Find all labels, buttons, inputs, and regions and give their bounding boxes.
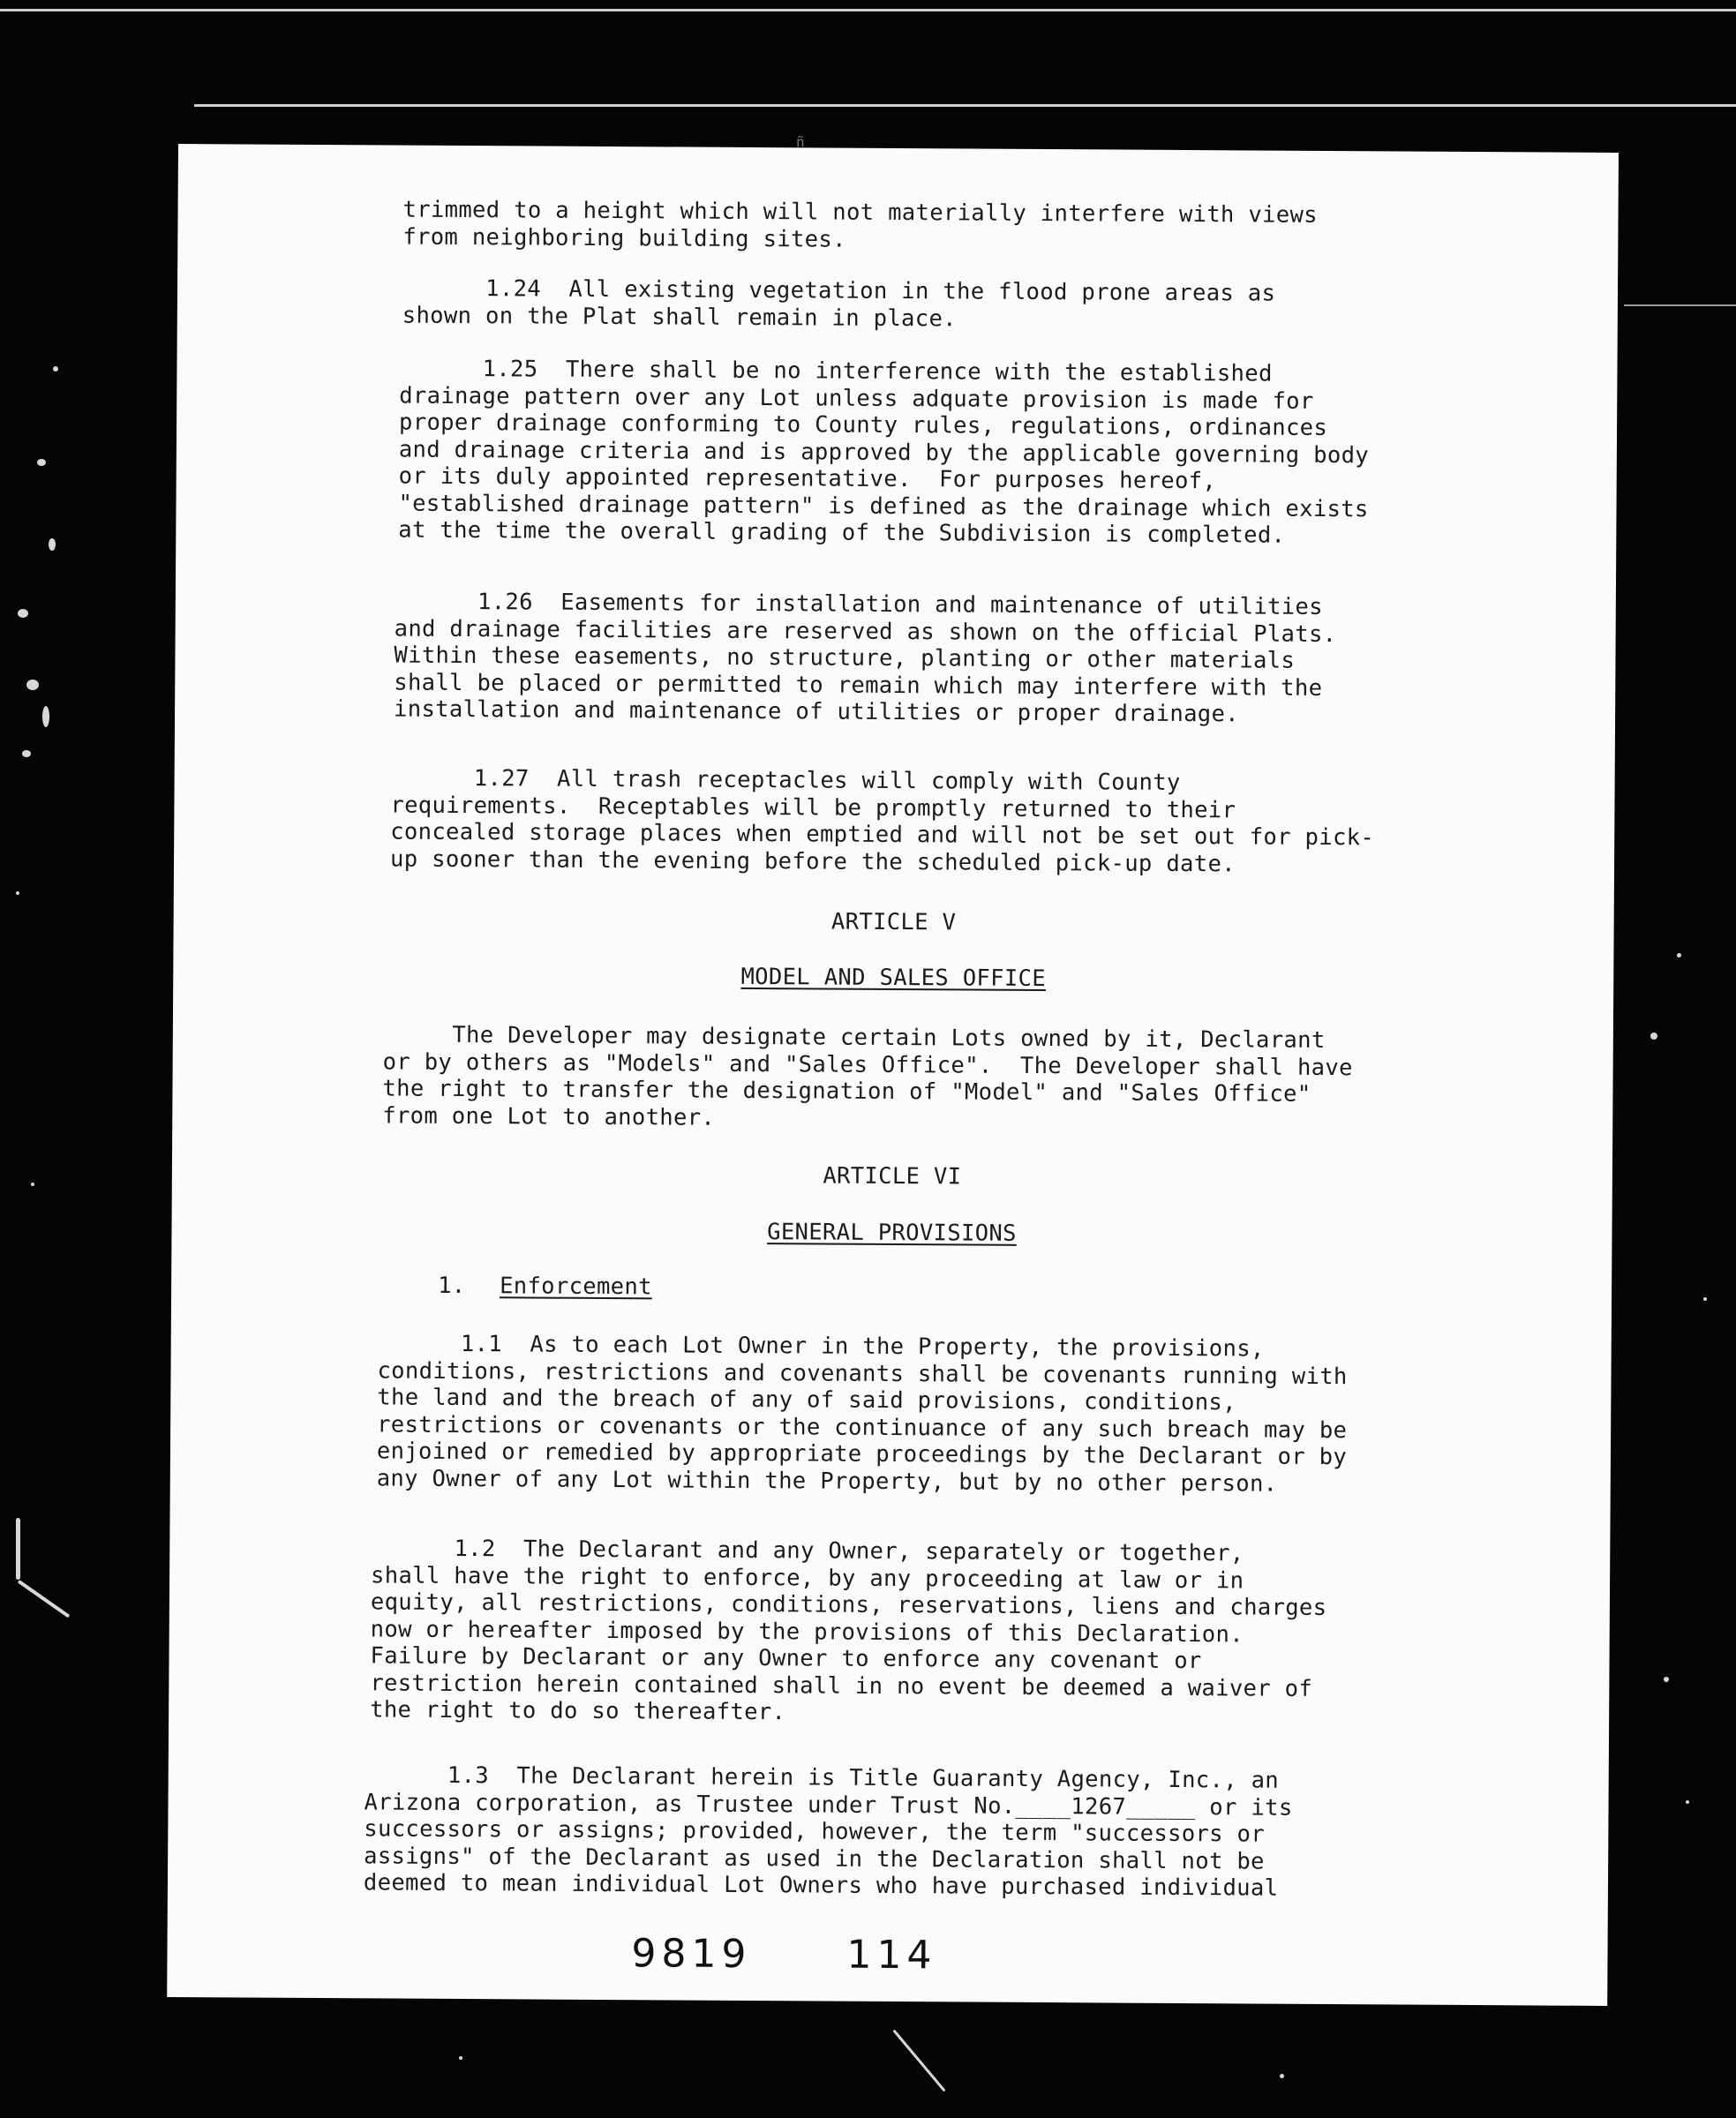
noise-speck xyxy=(1280,2074,1284,2078)
noise-speck xyxy=(18,609,28,618)
noise-speck xyxy=(1650,1033,1657,1040)
paragraph-1-25: 1.25 There shall be no interference with the established drainage pattern over any Lot unless adquate provision is made for proper drainage conforming to County rules, regulations, ordinances and drainage criteria and is approved by the applicable governing body or its duly appointed representative. For purposes hereof, "established drainage pattern" is defined as the drainage which exists at the time the overall grading of the Subdivision is completed. xyxy=(398,355,1370,549)
scan-artifact-top xyxy=(0,9,1736,11)
continuation-paragraph: trimmed to a height which will not materially interfere with views from neighboring building sites. xyxy=(402,196,1318,253)
noise-speck xyxy=(459,2056,462,2060)
noise-speck xyxy=(16,891,19,895)
paragraph-1-26: 1.26 Easements for installation and maintenance of utilities and drainage facilities are reserved as shown on the official Plats. Within these easements, no structure, planting or other materials shall be placed or permitted to remain which may interfere with the installation and maintenance of utilities or proper drainage. xyxy=(394,588,1337,728)
paragraph-1-1: 1.1 As to each Lot Owner in the Property, the provisions, conditions, restrictions and covenants shall be covenants running with the land and the breach of any of said provisions, conditions, restrictions or covenants or the continuance of any such breach may be enjoined or remedied by appropriate proceedings by the Declarant or by any Owner of any Lot within the Property, but by no other person. xyxy=(376,1330,1348,1498)
noise-speck xyxy=(31,1183,34,1186)
noise-speck xyxy=(1703,1297,1707,1301)
document-page xyxy=(167,133,1619,2006)
footer-book-number: 9819 xyxy=(631,1931,752,1978)
noise-speck xyxy=(18,1580,71,1618)
paragraph-1-3: 1.3 The Declarant herein is Title Guaranty Agency, Inc., an Arizona corporation, as Trustee under Trust No.____1267_____ or its successors or assigns; provided, however, the term "successors or assigns" of the Declarant as used in the Declaration shall not be deemed to mean individual Lot Owners who have purchased individual xyxy=(363,1761,1293,1902)
noise-speck xyxy=(22,750,31,757)
paragraph-1-27: 1.27 All trash receptacles will comply with County requirements. Receptables will be promptly returned to their concealed storage places when emptied and will not be set out for pick- up sooner than the evening before the scheduled pick-up date. xyxy=(389,764,1375,877)
section-1-number: 1. xyxy=(438,1272,466,1300)
noise-speck xyxy=(42,706,49,727)
section-1-title: Enforcement xyxy=(500,1273,652,1301)
article-v-title: MODEL AND SALES OFFICE xyxy=(740,963,1047,993)
scan-artifact-right xyxy=(1624,304,1736,306)
noise-speck xyxy=(1664,1677,1669,1682)
article-vi-title: GENERAL PROVISIONS xyxy=(767,1219,1017,1247)
noise-speck xyxy=(53,366,58,372)
noise-speck xyxy=(26,680,39,690)
noise-speck xyxy=(892,2030,945,2092)
article-v-heading: ARTICLE V xyxy=(830,908,957,936)
model-sales-paragraph: The Developer may designate certain Lots owned by it, Declarant or by others as "Models" and "Sales Office". The Developer shall have the right to transfer the designation of "Model" and "Sales Office" from one Lot to another. xyxy=(382,1021,1353,1131)
noise-speck xyxy=(1677,953,1681,958)
paragraph-1-2: 1.2 The Declarant and any Owner, separately or together, shall have the right to enforce, by any proceeding at law or in equity, all restrictions, conditions, reservations, liens and charges now or hereafter imposed by the provisions of this Declaration. Failure by Declarant or any Owner to enforce any covenant or restriction herein contained shall in no event be deemed a waiver of the right to do so thereafter. xyxy=(370,1535,1327,1726)
article-vi-heading: ARTICLE VI xyxy=(823,1162,962,1190)
noise-speck xyxy=(16,1518,20,1580)
noise-speck xyxy=(37,459,46,466)
scan-artifact-top-2 xyxy=(194,104,1736,107)
document-body xyxy=(167,144,1619,2006)
paragraph-1-24: 1.24 All existing vegetation in the flood prone areas as shown on the Plat shall remain in place. xyxy=(402,274,1276,332)
page-mark: ñ xyxy=(795,133,805,151)
noise-speck xyxy=(1686,1800,1689,1804)
footer-page-number: 114 xyxy=(846,1932,937,1979)
noise-speck xyxy=(49,538,56,551)
